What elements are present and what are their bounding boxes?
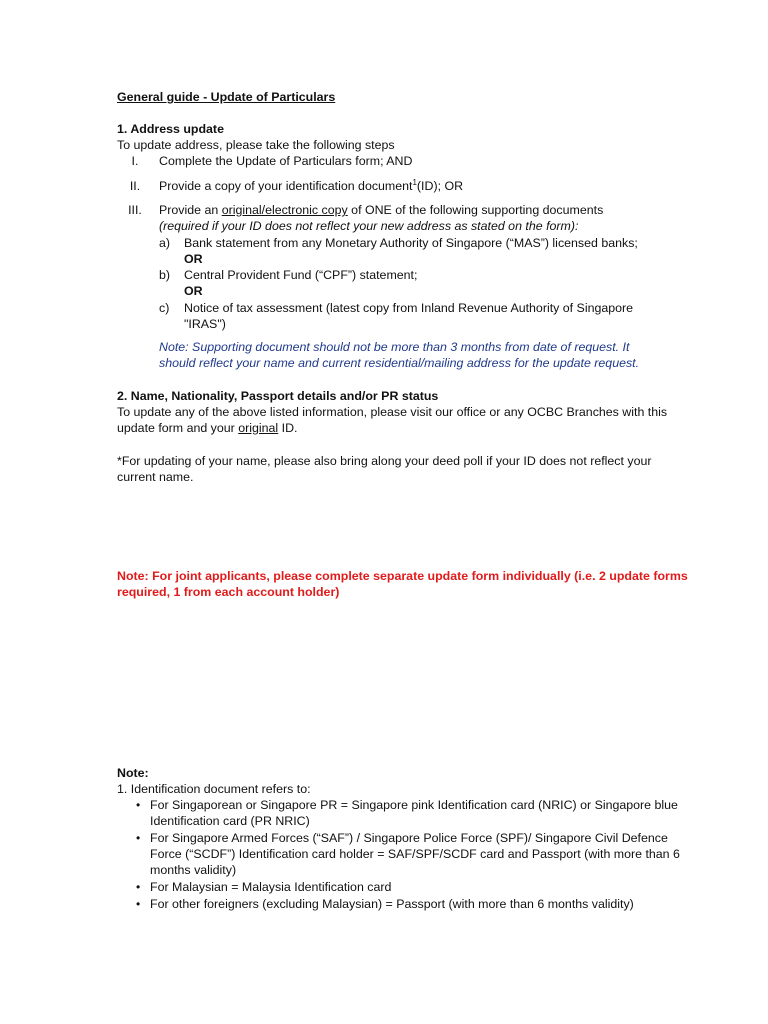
name-heading: 2. Name, Nationality, Passport details and/or PR status xyxy=(117,389,439,403)
deed-poll-note: *For updating of your name, please also bring along your deed poll if your ID does not reflect your xyxy=(117,454,652,468)
name-paragraph: update form and your original ID. xyxy=(117,421,298,435)
bullet-icon: • xyxy=(136,880,141,894)
supporting-doc-note: Note: Supporting document should not be more than 3 months from date of request. It xyxy=(159,340,630,354)
footnote-item: For Singaporean or Singapore PR = Singapore pink Identification card (NRIC) or Singapore blue xyxy=(150,798,678,812)
bullet-icon: • xyxy=(136,831,141,845)
list-item: Notice of tax assessment (latest copy from Inland Revenue Authority of Singapore xyxy=(184,301,634,315)
footnote-heading: Note: xyxy=(117,766,149,780)
footnote-item: For other foreigners (excluding Malaysian) = Passport (with more than 6 months validity) xyxy=(150,897,634,911)
step-text: Complete the Update of Particulars form; AND xyxy=(159,154,413,168)
step-number: II. xyxy=(129,179,141,193)
list-item-continuation: "IRAS") xyxy=(184,317,226,331)
footnote-item-continuation: months validity) xyxy=(150,863,237,877)
or-label: OR xyxy=(184,284,203,298)
step-number: I. xyxy=(131,154,139,168)
list-item: Bank statement from any Monetary Authority of Singapore (“MAS”) licensed banks; xyxy=(184,236,638,250)
address-intro: To update address, please take the following steps xyxy=(117,138,395,152)
footnote-item-continuation: Force (“SCDF”) Identification card holder = SAF/SPF/SCDF card and Passport (with more than 6 xyxy=(150,847,680,861)
step-condition-note: (required if your ID does not reflect your new address as stated on the form): xyxy=(159,219,579,233)
footnote-item-continuation: Identification card (PR NRIC) xyxy=(150,814,310,828)
footnote-item: For Malaysian = Malaysia Identification card xyxy=(150,880,392,894)
step-text: Provide a copy of your identification document$^1$(ID); OR xyxy=(159,177,464,193)
list-letter: b) xyxy=(159,268,171,282)
step-text: Provide an original/electronic copy of ONE of the following supporting documents xyxy=(159,203,604,217)
joint-applicants-note: required, 1 from each account holder) xyxy=(117,585,340,599)
footnote-item: For Singapore Armed Forces (“SAF”) / Singapore Police Force (SPF)/ Singapore Civil Defence xyxy=(150,831,668,845)
footnote-marker: 1 xyxy=(412,177,417,187)
list-letter: c) xyxy=(159,301,170,315)
or-label: OR xyxy=(184,252,203,266)
address-heading: 1. Address update xyxy=(117,122,224,136)
joint-applicants-note: Note: For joint applicants, please complete separate update form individually (i.e. 2 update forms xyxy=(117,569,688,583)
document-title: General guide - Update of Particulars xyxy=(117,90,336,104)
bullet-icon: • xyxy=(136,798,141,812)
supporting-doc-note: should reflect your name and current residential/mailing address for the update request. xyxy=(159,356,640,370)
step-number: III. xyxy=(128,203,142,217)
deed-poll-note: current name. xyxy=(117,470,194,484)
footnote-intro: 1. Identification document refers to: xyxy=(117,782,311,796)
name-paragraph: To update any of the above listed information, please visit our office or any OCBC Branches with this xyxy=(117,405,668,419)
list-letter: a) xyxy=(159,236,171,250)
bullet-icon: • xyxy=(136,897,141,911)
list-item: Central Provident Fund (“CPF”) statement; xyxy=(184,268,418,282)
